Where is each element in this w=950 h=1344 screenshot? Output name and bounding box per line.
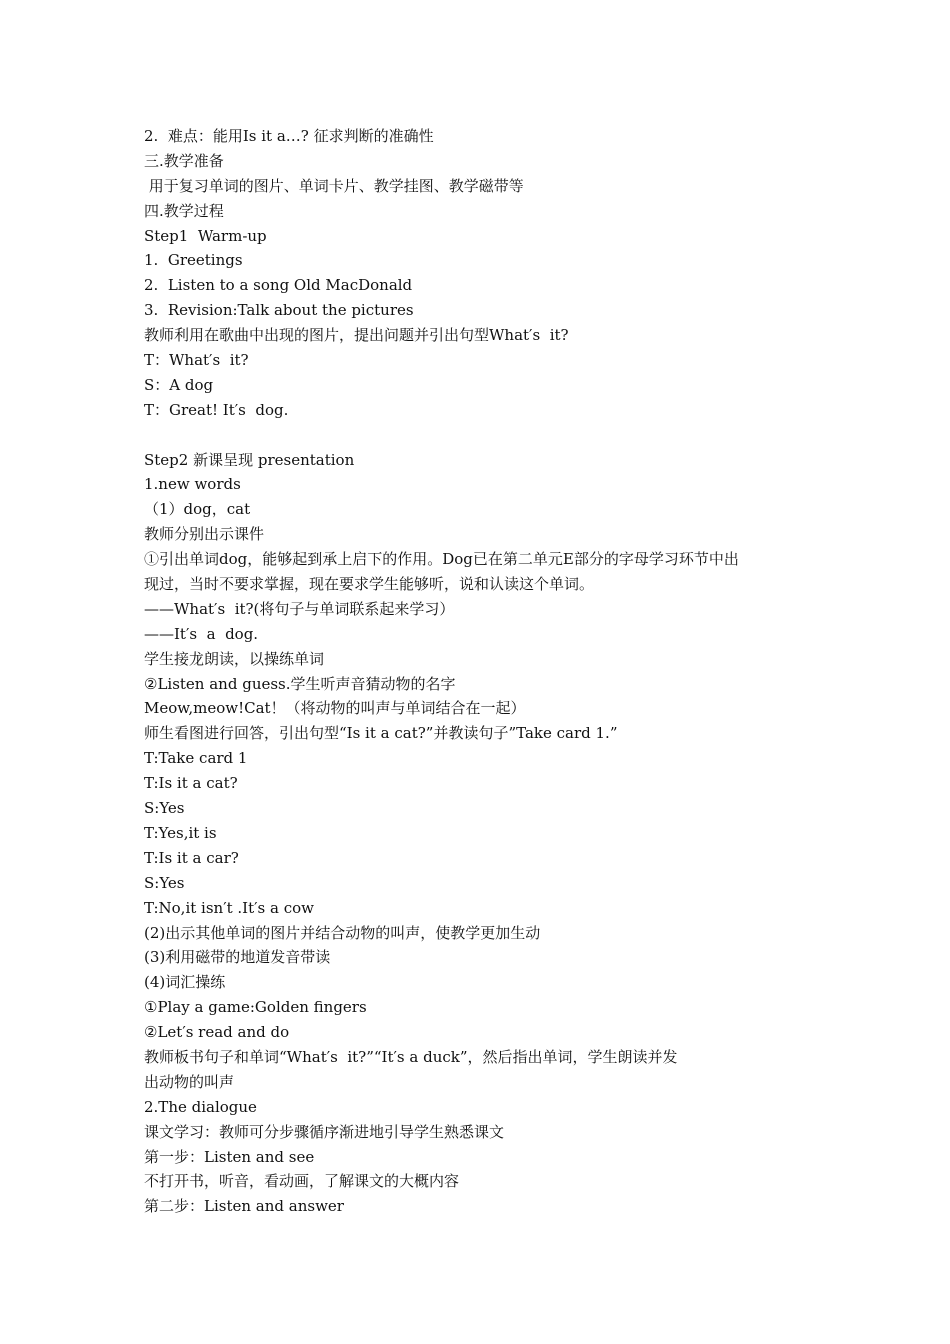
text-line: 教师分别出示课件 xyxy=(144,525,265,544)
text-line: 2.The dialogue xyxy=(144,1097,257,1116)
text-line: (4)词汇操练 xyxy=(144,973,226,992)
text-line: (2)出示其他单词的图片并结合动物的叫声，使教学更加生动 xyxy=(144,923,541,942)
text-line: ①引出单词dog，能够起到承上启下的作用。Dog已在第二单元E部分的字母学习环节中出 xyxy=(144,550,739,569)
text-line: 2. Listen to a song Old MacDonald xyxy=(144,276,413,295)
step-heading: Step1 Warm-up xyxy=(144,226,267,245)
dialogue-line: ——What′s it?(将句子与单词联系起来学习） xyxy=(144,599,455,618)
text-line: 3. Revision:Talk about the pictures xyxy=(144,301,414,320)
dialogue-line: T:No,it isn′t .It′s a cow xyxy=(144,898,314,917)
dialogue-line: T:Is it a cat? xyxy=(144,774,238,793)
blank-line xyxy=(144,423,814,448)
text-line: 教师板书句子和单词“What′s it?”“It′s a duck”，然后指出单词，学生朗读并发 xyxy=(144,1047,678,1066)
text-line: 出动物的叫声 xyxy=(144,1072,235,1091)
text-line: 现过，当时不要求掌握，现在要求学生能够听，说和认读这个单词。 xyxy=(144,575,595,594)
dialogue-line: S:Yes xyxy=(144,873,185,892)
text-line: 教师利用在歌曲中出现的图片，提出问题并引出句型What′s it? xyxy=(144,326,569,345)
text-line: （1）dog，cat xyxy=(144,500,251,519)
section-heading: 三.教学准备 xyxy=(144,151,224,170)
step-heading: Step2 新课呈现 presentation xyxy=(144,450,355,469)
document-body xyxy=(144,124,814,1219)
text-line: 课文学习：教师可分步骤循序渐进地引导学生熟悉课文 xyxy=(144,1122,505,1141)
section-heading: 四.教学过程 xyxy=(144,201,224,220)
text-line: 2. 难点：能用Is it a…? 征求判断的准确性 xyxy=(144,127,434,145)
dialogue-line: S：A dog xyxy=(144,375,214,394)
text-line: Meow,meow!Cat！（将动物的叫声与单词结合在一起） xyxy=(144,699,526,718)
text-line: 学生接龙朗读，以操练单词 xyxy=(144,649,325,668)
dialogue-line: S:Yes xyxy=(144,799,185,818)
text-line: 用于复习单词的图片、单词卡片、教学挂图、教学磁带等 xyxy=(144,176,524,195)
text-line: 第二步：Listen and answer xyxy=(144,1197,344,1216)
text-line: ②Listen and guess.学生听声音猜动物的名字 xyxy=(144,674,456,693)
dialogue-line: T：What′s it? xyxy=(144,351,249,370)
dialogue-line: ——It′s a dog. xyxy=(144,624,259,643)
text-line: 1. Greetings xyxy=(144,251,243,270)
text-line: ②Let′s read and do xyxy=(144,1023,290,1042)
text-line: 不打开书，听音，看动画，了解课文的大概内容 xyxy=(144,1172,460,1191)
text-line: 1.new words xyxy=(144,475,241,494)
dialogue-line: T：Great! It′s dog. xyxy=(144,400,289,419)
dialogue-line: T:Take card 1 xyxy=(144,749,248,768)
text-line: 师生看图进行回答，引出句型“Is it a cat?”并教读句子”Take card 1.” xyxy=(144,724,618,743)
text-line: ①Play a game:Golden fingers xyxy=(144,998,367,1017)
text-line: 第一步：Listen and see xyxy=(144,1147,315,1166)
dialogue-line: T:Yes,it is xyxy=(144,823,217,842)
text-line: (3)利用磁带的地道发音带读 xyxy=(144,948,331,967)
dialogue-line: T:Is it a car? xyxy=(144,848,239,867)
